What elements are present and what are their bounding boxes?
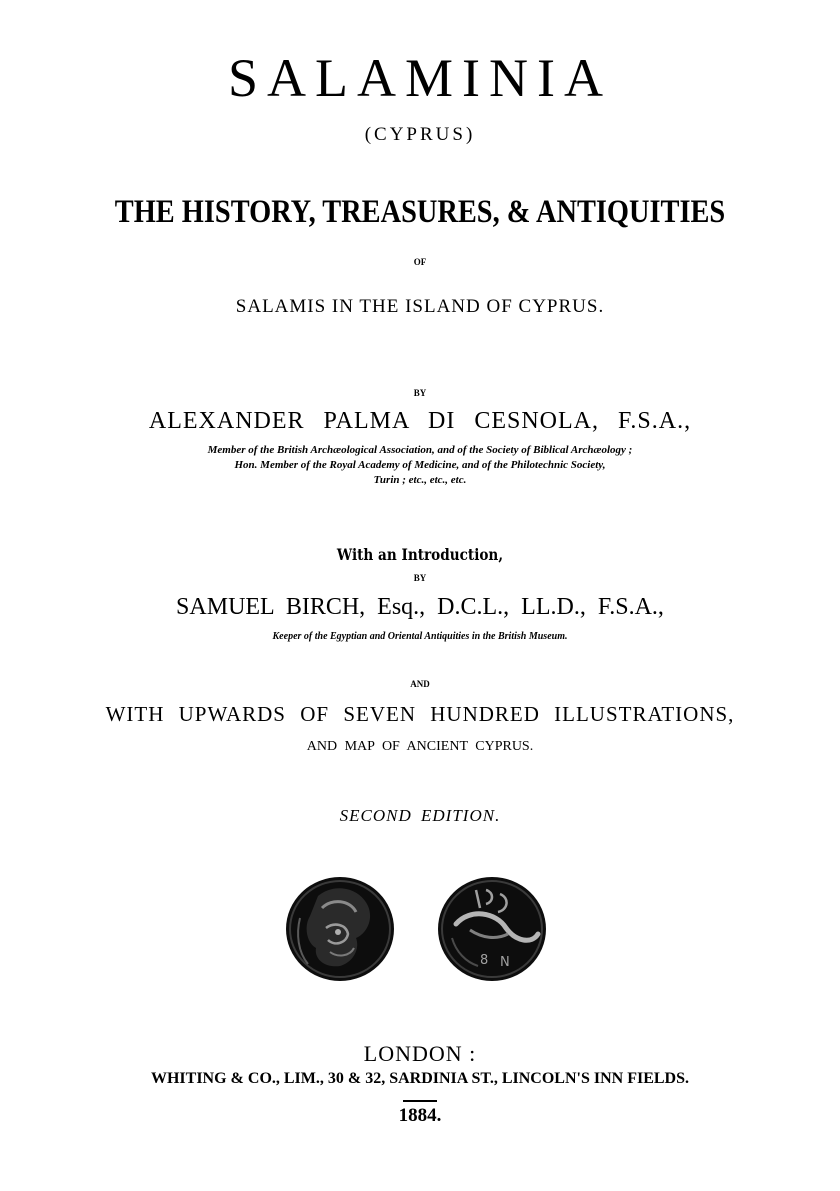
publication-year: 1884.	[398, 1105, 442, 1126]
publisher-city: LONDON :	[363, 1041, 477, 1066]
book-title: SALAMINIA	[228, 48, 612, 108]
author-name: ALEXANDER PALMA DI CESNOLA, F.S.A.,	[148, 408, 692, 434]
author-affiliation-line: Member of the British Archæological Association, and of the Society of Biblical Archæology ;	[207, 444, 633, 456]
location-heading: SALAMIS IN THE ISLAND OF CYPRUS.	[235, 296, 605, 317]
map-note: AND MAP OF ANCIENT CYPRUS.	[306, 739, 534, 754]
coin-obverse-icon	[286, 877, 394, 981]
of-label: OF	[413, 257, 427, 267]
author-affiliation-line: Turin ; etc., etc., etc.	[373, 474, 467, 486]
svg-text:N: N	[500, 955, 510, 970]
publisher-name: WHITING & CO., LIM., 30 & 32, SARDINIA ST., LINCOLN'S INN FIELDS.	[150, 1070, 689, 1087]
illustrations-note: WITH UPWARDS OF SEVEN HUNDRED ILLUSTRATIONS,	[105, 702, 735, 726]
main-heading: THE HISTORY, TREASURES, & ANTIQUITIES	[114, 194, 726, 230]
coin-illustrations	[0, 868, 840, 992]
book-subtitle: (CYPRUS)	[364, 124, 476, 145]
coin-reverse-icon	[438, 877, 546, 981]
author-affiliation-line: Hon. Member of the Royal Academy of Medicine, and of the Philotechnic Society,	[234, 459, 606, 471]
and-label: AND	[410, 679, 430, 689]
by-label: BY	[413, 388, 427, 398]
svg-text:8: 8	[480, 953, 489, 968]
introduction-by-label: BY	[413, 573, 427, 583]
introduction-author-title: Keeper of the Egyptian and Oriental Antiquities in the British Museum.	[272, 631, 568, 642]
introduction-label: With an Introduction,	[336, 545, 504, 564]
edition-label: SECOND EDITION.	[339, 806, 501, 825]
divider	[403, 1100, 437, 1102]
introduction-author: SAMUEL BIRCH, Esq., D.C.L., LL.D., F.S.A.,	[176, 594, 664, 620]
